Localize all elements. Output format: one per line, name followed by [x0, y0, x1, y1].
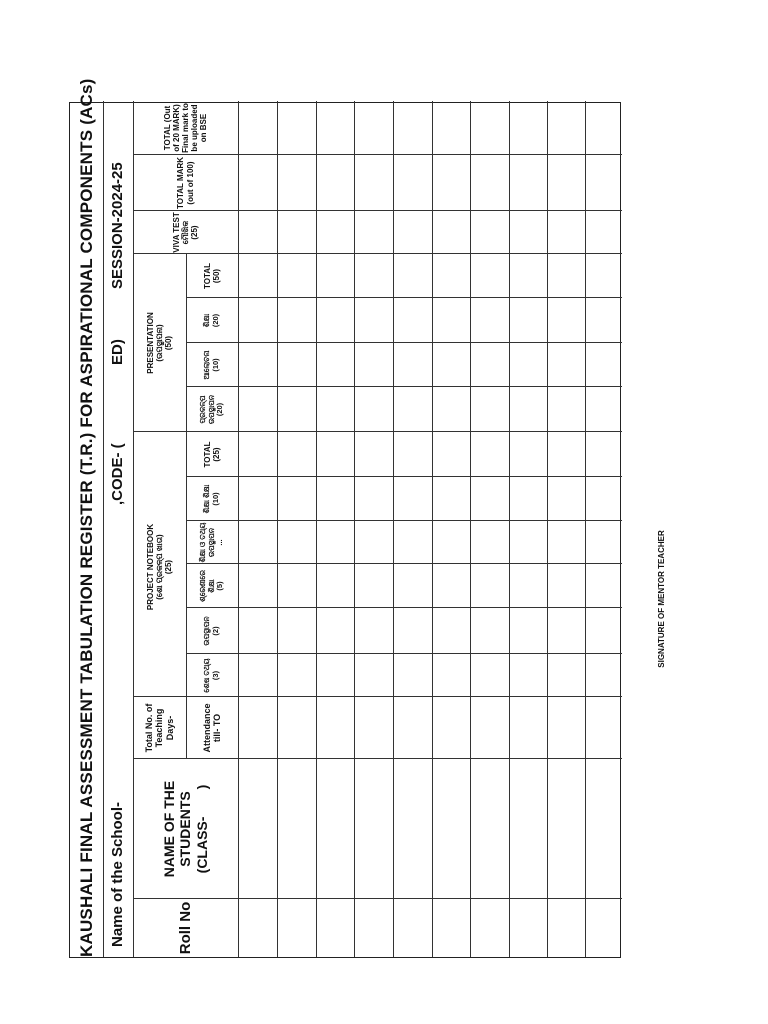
student-name-header: [133, 759, 238, 899]
roll-no-header: [133, 899, 238, 957]
pn-sub-5: [186, 477, 238, 521]
code-close-label: ED): [109, 339, 126, 365]
session-label: SESSION-2024-25: [109, 162, 126, 289]
pr-sub-2: [186, 343, 238, 387]
presentation-title: PRESENTATION: [145, 312, 155, 374]
presentation-header: [133, 254, 186, 432]
pn-sub-2: [186, 608, 238, 654]
pr-sub-3-label: ଶିକ୍ଷା: [202, 313, 212, 328]
code-label: ,CODE- (: [109, 443, 126, 505]
pr-sub-2-label: ଆଲୋଚନା: [202, 350, 212, 380]
presentation-marks: (50): [164, 335, 174, 351]
register-title: KAUSHALI FINAL ASSESSMENT TABULATION REGISTER (T.R.) FOR ASPIRATIONAL COMPONENTS (ACs): [77, 78, 96, 957]
final-total-label: TOTAL (Out of 20 MARK) Final mark to be uploaded on BSE: [162, 103, 209, 153]
final-total-header: [133, 101, 238, 155]
project-notebook-subtitle: (ଶୋ ପ୍ରକଳ୍ପ ଖାତା): [154, 534, 164, 600]
name-line-3: (CLASS- ): [193, 784, 210, 874]
pr-total-label: TOTAL: [202, 263, 212, 289]
pn-sub-1-label: ଶେଷ ତଥ୍ୟ: [202, 658, 212, 693]
total-mark-header: [133, 155, 238, 211]
pn-sub-3-label: ଶ୍ରେଣୀରେ ଶିକ୍ଷା: [198, 570, 216, 602]
pn-sub-1-marks: (3): [211, 670, 220, 681]
pn-sub-4: [186, 521, 238, 564]
pr-total: [186, 254, 238, 298]
name-line-1: NAME OF THE: [161, 780, 178, 878]
project-notebook-header: [133, 437, 186, 697]
pn-sub-3-marks: (5): [215, 581, 225, 591]
pn-total: [186, 432, 238, 477]
viva-label: VIVA TEST: [171, 212, 181, 253]
pr-sub-3: [186, 298, 238, 343]
total-mark-marks: (out of 100): [185, 161, 195, 205]
pr-total-marks: (50): [212, 268, 221, 284]
project-notebook-marks: (25): [164, 559, 174, 575]
pn-sub-5-marks: (10): [211, 492, 220, 506]
pr-sub-1-label: ପ୍ରକଳ୍ପ ଉପସ୍ଥାପନ: [198, 394, 216, 425]
viva-sub: ମୌଖିକ: [180, 220, 190, 245]
name-line-2: STUDENTS: [177, 791, 194, 867]
pn-sub-5-label: ଶିକ୍ଷା ଶିକ୍ଷା: [202, 484, 212, 514]
viva-header: [133, 211, 238, 254]
pn-sub-2-label: ଉପସ୍ଥାପନ: [202, 616, 212, 646]
pn-total-marks: (25): [212, 447, 221, 462]
pn-sub-4-label: ଶିକ୍ଷା ଓ ତଥ୍ୟ ଉପସ୍ଥାପନ: [198, 522, 216, 563]
viva-marks: (25): [190, 225, 200, 240]
pr-sub-3-marks: (20): [211, 313, 220, 328]
presentation-subtitle: (ଉପସ୍ଥାପନା): [154, 324, 164, 362]
teaching-days-header: [133, 697, 186, 759]
pr-sub-1-marks: (20): [215, 402, 225, 417]
project-notebook-title: PROJECT NOTEBOOK: [145, 523, 155, 611]
mentor-signature-label: SIGNATURE OF MENTOR TEACHER: [657, 530, 666, 668]
teaching-days-label: Total No. of Teaching Days-: [143, 703, 175, 753]
total-mark-label: TOTAL MARK: [176, 157, 186, 209]
pn-sub-2-marks: (2): [211, 626, 220, 636]
attendance-header: [186, 697, 238, 759]
attendance-label: Attendance till- TO: [201, 703, 222, 753]
tabulation-sheet: [69, 78, 621, 958]
pn-sub-3: [186, 564, 238, 608]
roll-no-label: Roll No: [176, 901, 194, 955]
school-name-label: Name of the School-: [109, 801, 126, 947]
pr-sub-2-marks: (10): [211, 358, 220, 372]
pn-sub-4-marks: ...: [215, 539, 225, 546]
pn-total-label: TOTAL: [202, 441, 212, 468]
pn-sub-1: [186, 654, 238, 697]
pr-sub-1: [186, 387, 238, 432]
